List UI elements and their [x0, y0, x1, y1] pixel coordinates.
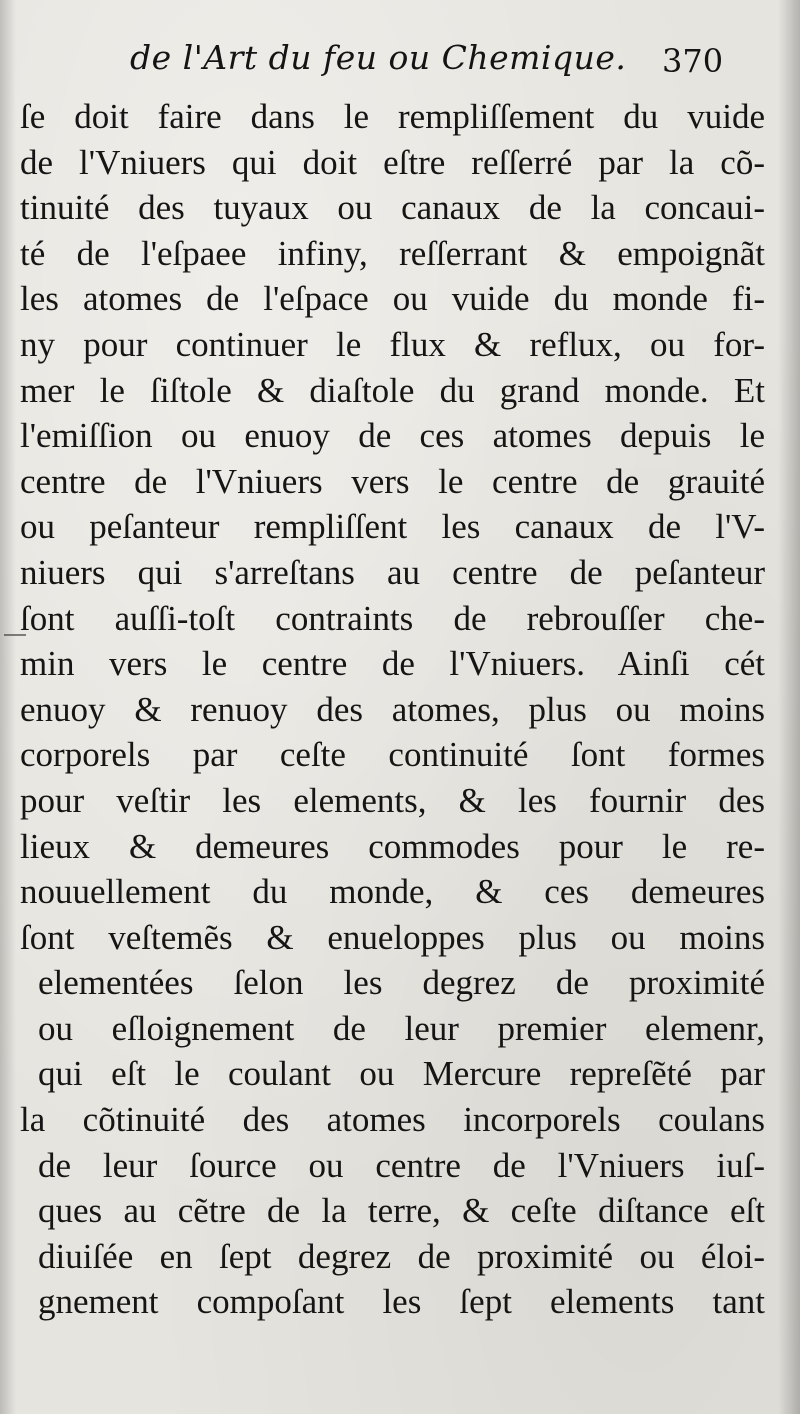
page-shadow-right: [778, 0, 800, 1414]
text-line: elementées ſelon les degrez de proximité: [38, 963, 765, 1003]
text-line: diuiſée en ſept degrez de proximité ou éloi-: [38, 1236, 765, 1276]
text-line: les atomes de l'eſpace ou vuide du monde fi-: [20, 279, 765, 319]
text-line: qui eſt le coulant ou Mercure repreſẽté par: [38, 1054, 765, 1094]
text-line: de leur ſource ou centre de l'Vniuers iuſ-: [38, 1145, 765, 1185]
text-line: ſe doit faire dans le rempliſſement du vuide: [20, 97, 765, 136]
text-line: ſont auſſi-toſt contraints de rebrouſſer che-: [20, 598, 765, 638]
text-line: ſont veſtemẽs & enueloppes plus ou moins: [20, 917, 765, 957]
text-line: ques au cẽtre de la terre, & ceſte diſtance eſt: [38, 1191, 765, 1231]
text-line: mer le ſiſtole & diaſtole du grand monde. Et: [20, 370, 765, 410]
text-line: tinuité des tuyaux ou canaux de la concaui-: [20, 188, 765, 228]
page-number: 370: [662, 42, 724, 80]
text-line: ou peſanteur rempliſſent les canaux de l'V-: [20, 507, 765, 547]
text-line: ny pour continuer le flux & reflux, ou for-: [20, 324, 765, 364]
text-line: corporels par ceſte continuité ſont formes: [20, 735, 765, 775]
running-title: de l'Art du feu ou Chemique.: [130, 38, 627, 77]
body-text: [20, 94, 765, 1325]
text-line: té de l'eſpaee infiny, reſſerrant & empoignãt: [20, 233, 765, 273]
text-line: gnement compoſant les ſept elements tant: [38, 1282, 765, 1322]
text-line: ou eſloignement de leur premier elemenr,: [38, 1008, 765, 1048]
text-line: pour veſtir les elements, & les fournir des: [20, 780, 765, 820]
text-line: centre de l'Vniuers vers le centre de grauité: [20, 461, 765, 501]
text-line: l'emiſſion ou enuoy de ces atomes depuis le: [20, 416, 765, 456]
text-line: la cõtinuité des atomes incorporels coulans: [20, 1100, 765, 1140]
text-line: nouuellement du monde, & ces demeures: [20, 872, 765, 912]
page-shadow-left: [0, 0, 16, 1414]
text-line: enuoy & renuoy des atomes, plus ou moins: [20, 689, 765, 729]
text-line: lieux & demeures commodes pour le re-: [20, 826, 765, 866]
text-line: niuers qui s'arreſtans au centre de peſanteur: [20, 552, 765, 592]
text-line: de l'Vniuers qui doit eſtre reſſerré par la cõ-: [20, 142, 765, 182]
text-line: min vers le centre de l'Vniuers. Ainſi cét: [20, 644, 765, 684]
